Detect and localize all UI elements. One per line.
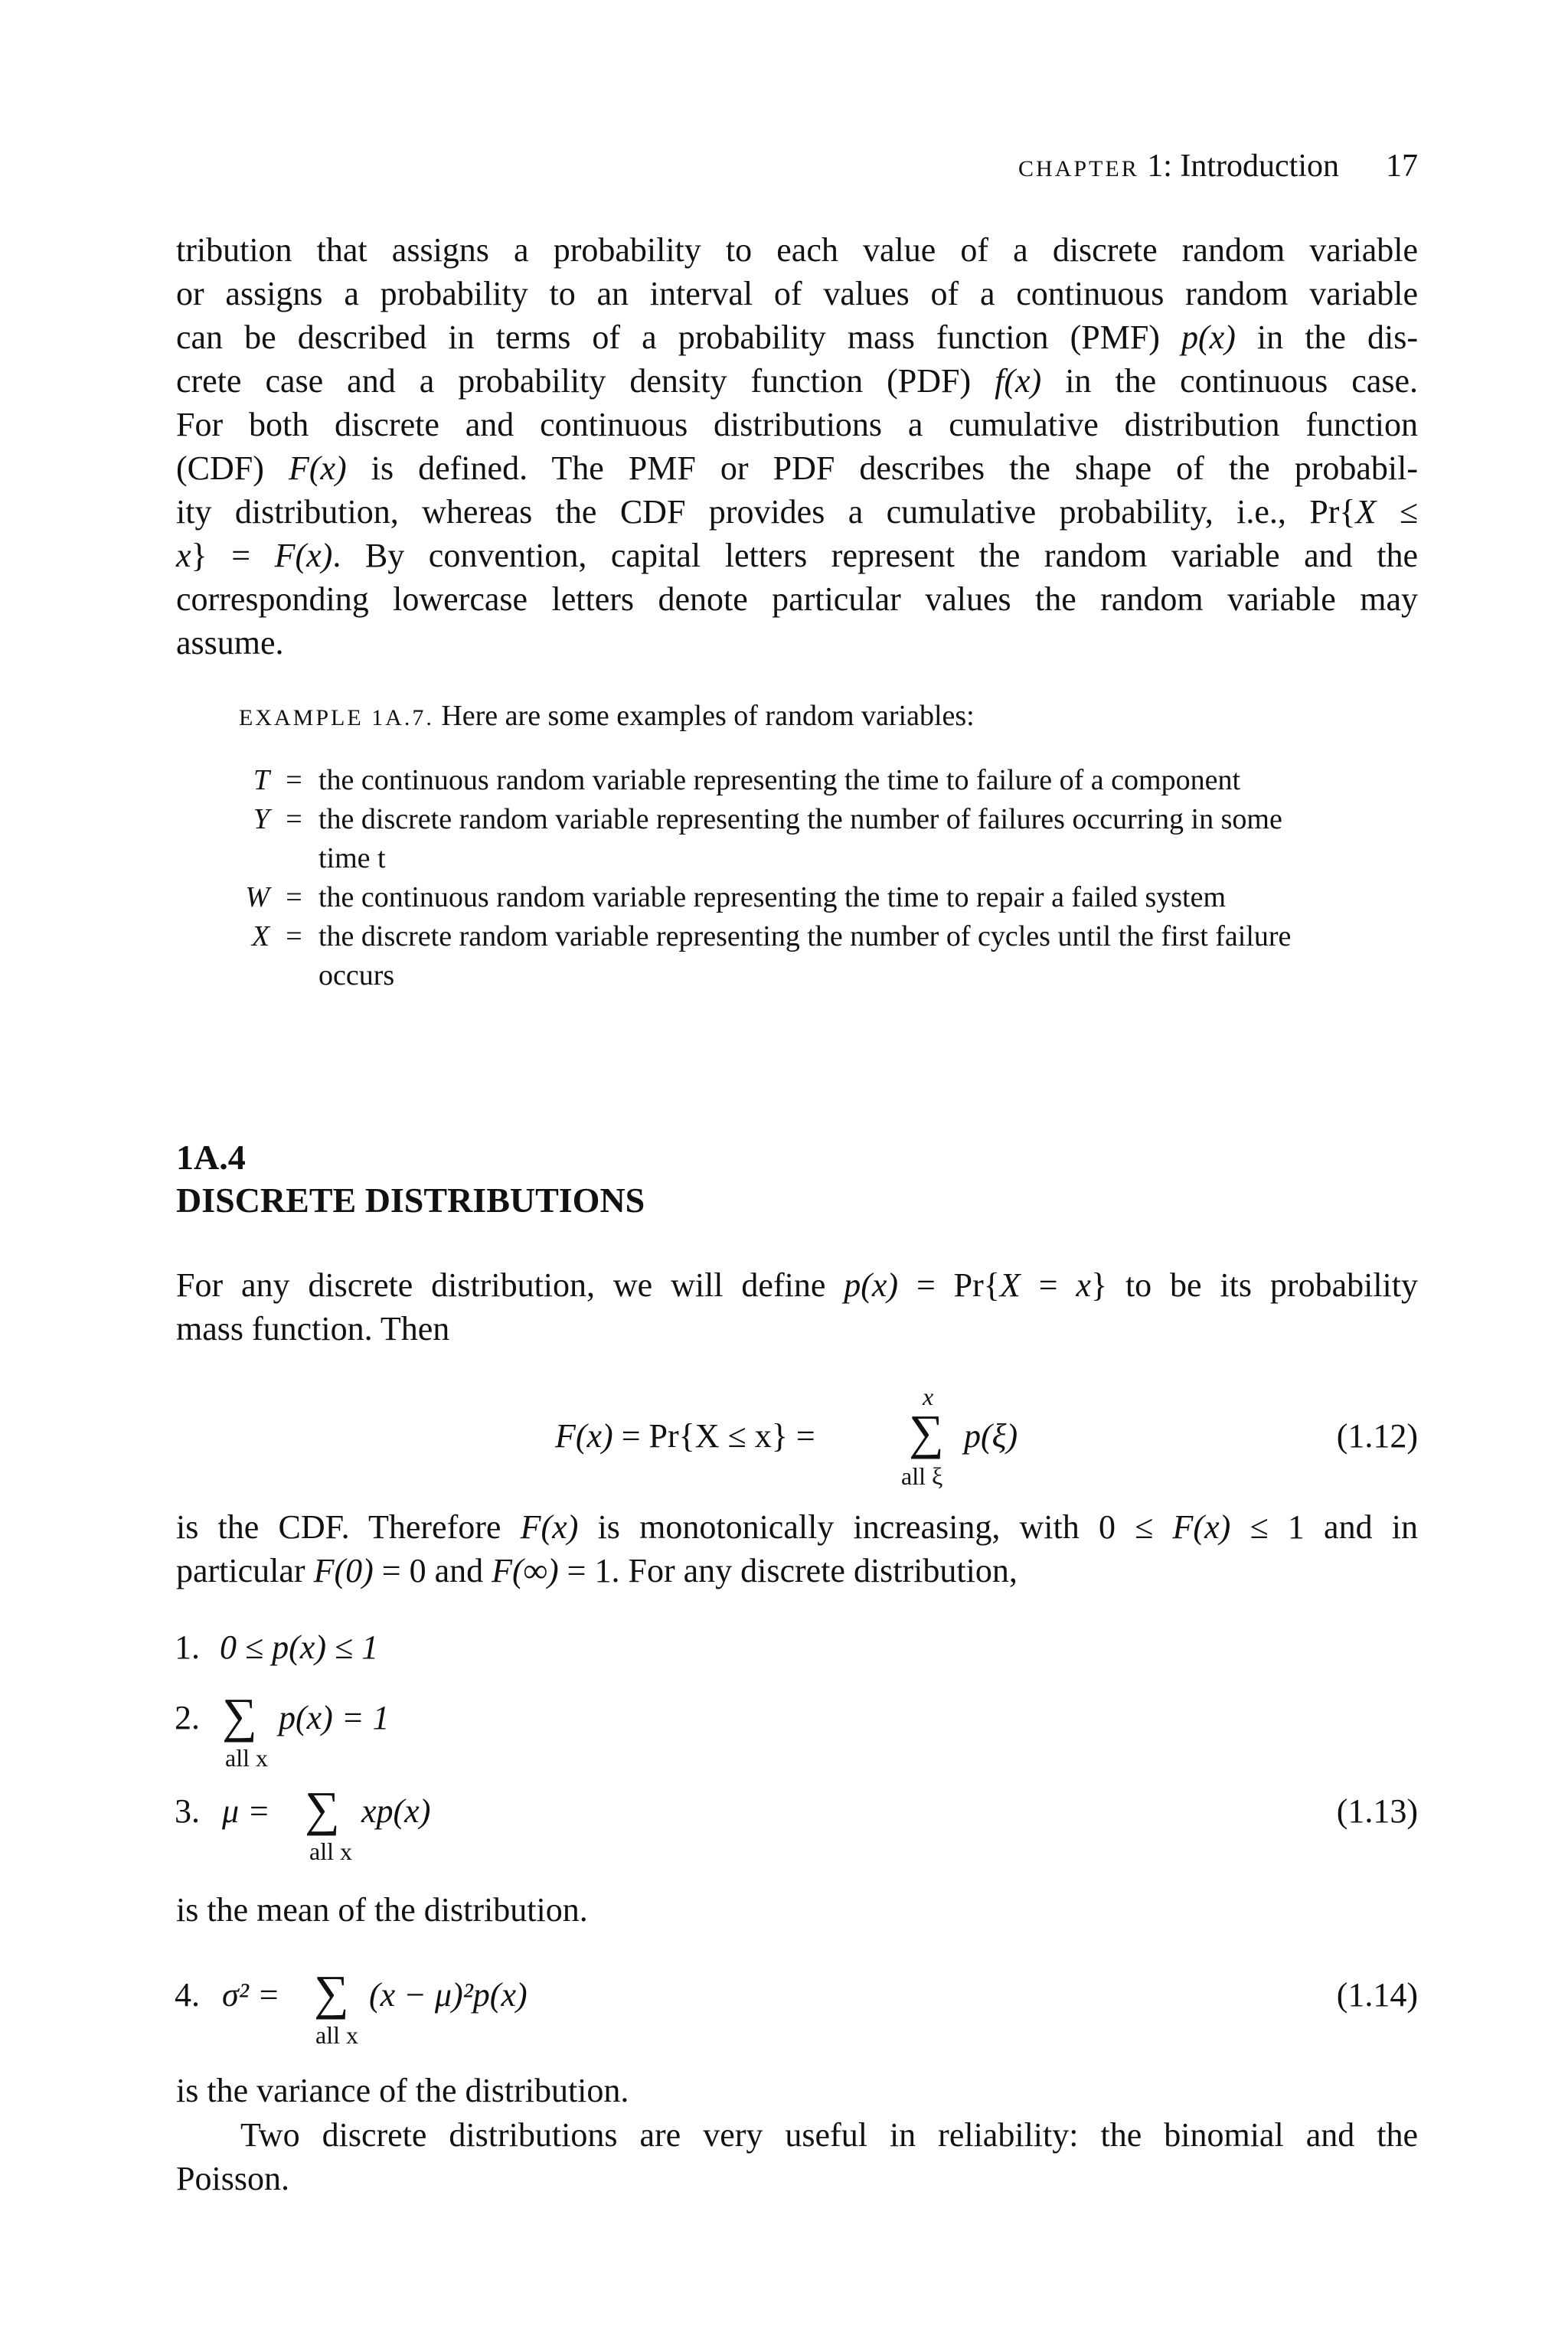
paragraph-closing: [176, 2113, 1418, 2200]
example-intro: Here are some examples of random variables:: [441, 700, 975, 732]
text-line: mass function. Then: [176, 1310, 450, 1348]
text-line: crete case and a probability density function (PDF) f(x) in the continuous case.: [176, 362, 1418, 400]
chapter-word: CHAPTER: [1018, 156, 1139, 181]
example-heading: [239, 697, 975, 737]
page-number: 17: [1386, 149, 1418, 184]
text-line: Poisson.: [176, 2160, 289, 2197]
text-line: particular F(0) = 0 and F(∞) = 1. For any discrete distribution,: [176, 1552, 1018, 1589]
property-4: 4. σ² = ∑ (x − μ)²p(x) all x: [175, 1965, 528, 2049]
property-4-caption: is the variance of the distribution.: [176, 2072, 629, 2109]
text-line: ity distribution, whereas the CDF provides a cumulative probability, i.e., Pr{X ≤: [176, 493, 1418, 531]
text-line: assume.: [176, 624, 284, 662]
list-item-continuation: occurs: [318, 959, 395, 991]
section-heading: [176, 1136, 645, 1222]
text-line: is the CDF. Therefore F(x) is monotonically increasing, with 0 ≤ F(x) ≤ 1 and in: [176, 1508, 1419, 1546]
list-item: Y = the discrete random variable representing the number of failures occurring in some: [253, 803, 1282, 835]
text-line: x} = F(x). By convention, capital letters represent the random variable and the: [176, 537, 1419, 574]
section-title: DISCRETE DISTRIBUTIONS: [176, 1181, 645, 1220]
running-header: [1018, 147, 1418, 188]
text-line: tribution that assigns a probability to each value of a discrete random variable: [176, 231, 1418, 269]
list-item: X = the discrete random variable representing the number of cycles until the first failure: [251, 920, 1292, 952]
property-2: 2. ∑ p(x) = 1 all x: [175, 1688, 390, 1772]
equation-number: (1.12): [1336, 1417, 1418, 1455]
property-3-caption: is the mean of the distribution.: [176, 1891, 588, 1929]
equation-number: (1.13): [1336, 1792, 1418, 1830]
list-item: W = the continuous random variable representing the time to repair a failed system: [245, 881, 1226, 913]
property-1: 1. 0 ≤ p(x) ≤ 1: [175, 1628, 379, 1666]
text-line: (CDF) F(x) is defined. The PMF or PDF describes the shape of the probabil-: [176, 449, 1418, 487]
text-line: corresponding lowercase letters denote particular values the random variable may: [176, 580, 1418, 618]
paragraph-intro: [176, 228, 1418, 665]
text-line: can be described in terms of a probability mass function (PMF) p(x) in the dis-: [176, 318, 1418, 356]
list-item: T = the continuous random variable representing the time to failure of a component: [253, 764, 1240, 796]
text-line: For both discrete and continuous distributions a cumulative distribution function: [176, 406, 1418, 443]
example-label: EXAMPLE 1A.7.: [239, 705, 434, 730]
text-line: Two discrete distributions are very useful in reliability: the binomial and the: [240, 2116, 1418, 2154]
list-item-continuation: time t: [318, 842, 386, 874]
property-3: 3. μ = ∑ xp(x) all x: [175, 1782, 431, 1865]
text-line: or assigns a probability to an interval of values of a continuous random variable: [176, 275, 1418, 312]
chapter-title: 1: Introduction: [1147, 149, 1339, 184]
text-line: For any discrete distribution, we will define p(x) = Pr{X = x} to be its probability: [176, 1266, 1418, 1304]
paragraph-cdf: [176, 1505, 1418, 1592]
equation-number: (1.14): [1336, 1976, 1418, 2014]
paragraph-definition: [176, 1263, 1418, 1351]
section-number: 1A.4: [176, 1138, 246, 1177]
example-list: [239, 761, 1426, 995]
